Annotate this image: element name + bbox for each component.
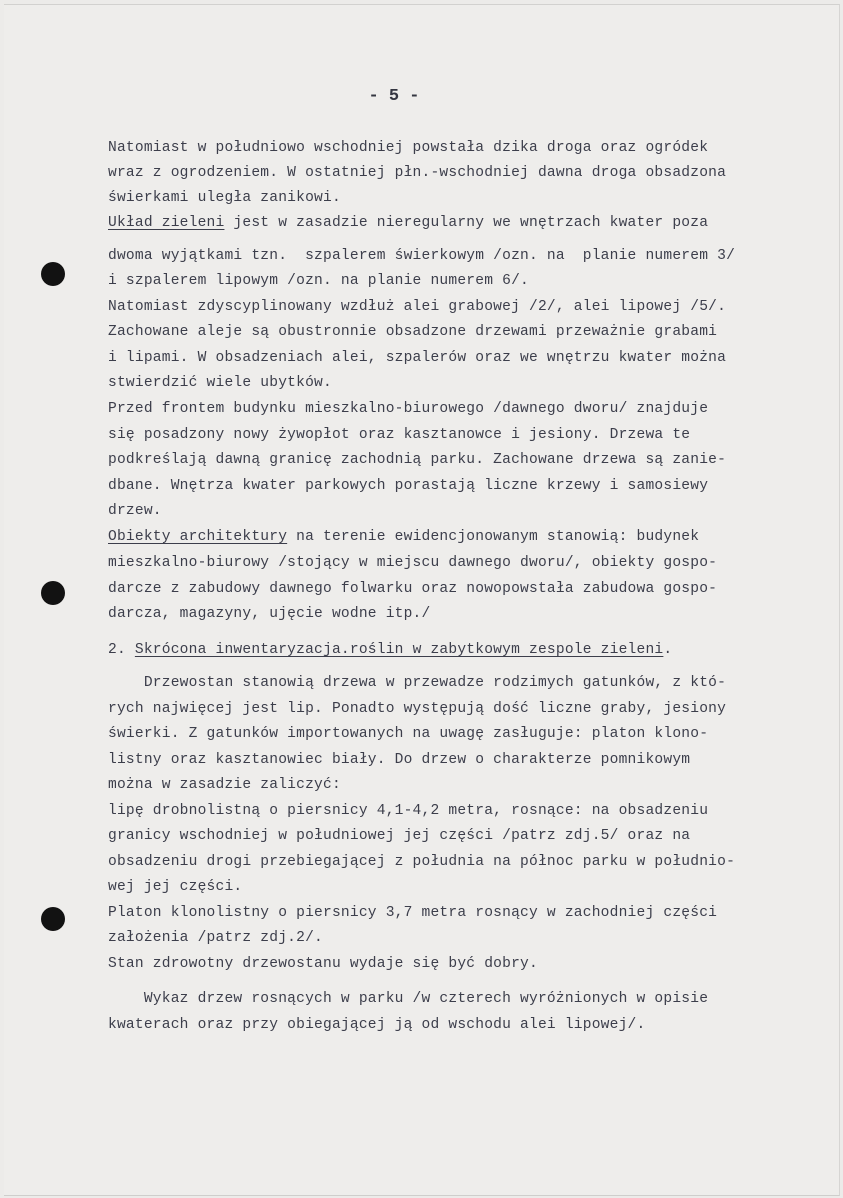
section-heading-underlined: Skrócona inwentaryzacja.roślin w zabytkowym zespole zieleni <box>134 642 664 658</box>
text-line: Zachowane aleje są obustronnie obsadzone drzewami przeważnie grabami <box>108 324 718 340</box>
text-line: Przed frontem budynku mieszkalno-biurowego /dawnego dworu/ znajduje <box>108 401 709 417</box>
text-line: darcze z zabudowy dawnego folwarku oraz nowopowstała zabudowa gospo- <box>108 581 718 597</box>
text-line: można w zasadzie zaliczyć: <box>108 777 341 793</box>
text-line: kwaterach oraz przy obiegającej ją od wschodu alei lipowej/. <box>108 1017 646 1033</box>
text-line: Natomiast zdyscyplinowany wzdłuż alei grabowej /2/, alei lipowej /5/. <box>108 299 727 315</box>
text-line: Obiekty architektury na terenie ewidencjonowanym stanowią: budynek <box>108 529 700 545</box>
text-line: świerkami uległa zanikowi. <box>108 190 341 206</box>
text-line: drzew. <box>108 503 162 519</box>
text-line: i szpalerem lipowym /ozn. na planie numerem 6/. <box>108 273 530 289</box>
text-line: stwierdzić wiele ubytków. <box>108 375 332 391</box>
text-line: obsadzeniu drogi przebiegającej z południa na północ parku w południo- <box>108 854 736 870</box>
text-line: mieszkalno-biurowy /stojący w miejscu dawnego dworu/, obiekty gospo- <box>108 555 718 571</box>
punch-hole <box>41 581 65 605</box>
punch-hole <box>41 907 65 931</box>
text-line: darcza, magazyny, ujęcie wodne itp./ <box>108 606 431 622</box>
text-line: lipę drobnolistną o piersnicy 4,1-4,2 metra, rosnące: na obsadzeniu <box>108 803 709 819</box>
text-line: Platon klonolistny o piersnicy 3,7 metra rosnący w zachodniej części <box>108 905 718 921</box>
text-line: się posadzony nowy żywopłot oraz kasztanowce i jesiony. Drzewa te <box>108 427 691 443</box>
text-line: dwoma wyjątkami tzn. szpalerem świerkowym /ozn. na planie numerem 3/ <box>108 248 736 264</box>
page-number: - 5 - <box>368 87 420 106</box>
text-line: listny oraz kasztanowiec biały. Do drzew o charakterze pomnikowym <box>108 752 691 768</box>
text-line: wej jej części. <box>108 879 243 895</box>
punch-hole <box>41 262 65 286</box>
text-line: podkreślają dawną granicę zachodnią parku. Zachowane drzewa są zanie- <box>108 452 727 468</box>
text-line: dbane. Wnętrza kwater parkowych porastają liczne krzewy i samosiewy <box>108 478 709 494</box>
document-page <box>4 4 840 1196</box>
text-line: założenia /patrz zdj.2/. <box>108 930 323 946</box>
text-line: Wykaz drzew rosnących w parku /w czterech wyróżnionych w opisie <box>108 991 709 1007</box>
text-line: i lipami. W obsadzeniach alei, szpalerów oraz we wnętrzu kwater można <box>108 350 727 366</box>
section-heading-underlined: Obiekty architektury <box>108 529 288 545</box>
text-line: Natomiast w południowo wschodniej powstała dzika droga oraz ogródek <box>108 140 709 156</box>
text-line: wraz z ogrodzeniem. W ostatniej płn.-wschodniej dawna droga obsadzona <box>108 165 727 181</box>
section-heading-underlined: Układ zieleni <box>108 215 225 231</box>
text-line: Stan zdrowotny drzewostanu wydaje się być dobry. <box>108 956 538 972</box>
text-line: świerki. Z gatunków importowanych na uwagę zasługuje: platon klono- <box>108 726 709 742</box>
section-title: 2. Skrócona inwentaryzacja.roślin w zabytkowym zespole zieleni. <box>108 642 673 658</box>
text-line: granicy wschodniej w południowej jej części /patrz zdj.5/ oraz na <box>108 828 691 844</box>
text-line: Drzewostan stanowią drzewa w przewadze rodzimych gatunków, z któ- <box>108 675 727 691</box>
text-line: rych najwięcej jest lip. Ponadto występują dość liczne graby, jesiony <box>108 701 727 717</box>
text-line: Układ zieleni jest w zasadzie nieregularny we wnętrzach kwater poza <box>108 215 709 231</box>
